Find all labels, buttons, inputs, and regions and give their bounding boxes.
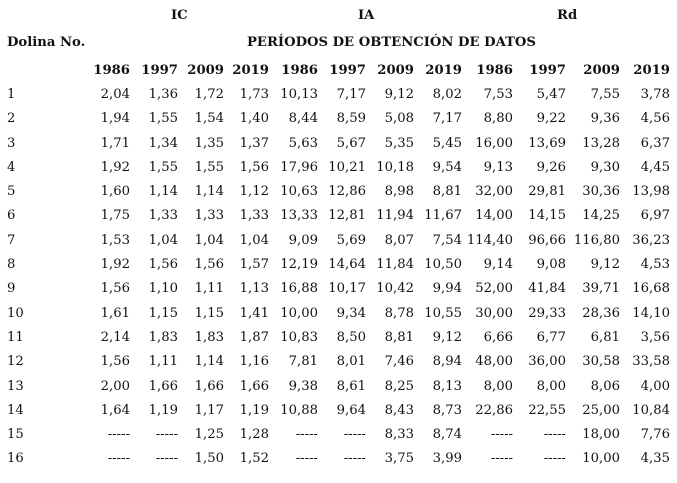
table-cell: 8,81	[432, 184, 462, 200]
group-header-ia: IA	[358, 8, 375, 23]
table-cell: 8,00	[536, 378, 566, 394]
dolina-number: 4	[7, 159, 16, 175]
dolina-number: 13	[7, 378, 24, 394]
table-row	[0, 82, 670, 106]
year-header: 1986	[476, 62, 513, 78]
table-cell: 30,58	[582, 354, 620, 370]
table-row	[0, 374, 670, 398]
table-cell: 36,00	[528, 354, 566, 370]
table-cell: 1,25	[194, 427, 224, 443]
table-cell: 9,36	[590, 111, 620, 127]
year-header: 1986	[93, 62, 130, 78]
dolina-number: 10	[7, 305, 24, 321]
dolina-number: 15	[7, 427, 24, 443]
table-cell: 1,83	[194, 329, 224, 345]
table-cell: 1,56	[100, 281, 130, 297]
table-cell: 1,94	[100, 111, 130, 127]
table-cell: -----	[295, 427, 318, 443]
table-cell: 10,00	[582, 451, 620, 467]
table-cell: 1,40	[239, 111, 269, 127]
dolina-number: 9	[7, 281, 16, 297]
table-cell: 9,22	[536, 111, 566, 127]
table-cell: 48,00	[475, 354, 513, 370]
table-cell: 3,75	[384, 451, 414, 467]
table-cell: 8,02	[432, 86, 462, 102]
table-cell: 30,36	[582, 184, 620, 200]
table-cell: 1,11	[194, 281, 224, 297]
table-cell: 5,63	[288, 135, 318, 151]
table-cell: -----	[107, 427, 130, 443]
table-cell: 9,12	[590, 257, 620, 273]
table-cell: 1,66	[148, 378, 178, 394]
table-cell: 1,60	[100, 184, 130, 200]
table-cell: 30,00	[475, 305, 513, 321]
table-cell: 10,00	[280, 305, 318, 321]
table-cell: 4,56	[640, 111, 670, 127]
table-cell: 1,55	[194, 159, 224, 175]
table-cell: 9,64	[336, 402, 366, 418]
table-cell: 5,67	[336, 135, 366, 151]
year-header: 2019	[232, 62, 269, 78]
table-cell: 9,13	[483, 159, 513, 175]
table-cell: -----	[155, 427, 178, 443]
table-row	[0, 252, 670, 276]
table-cell: 1,15	[194, 305, 224, 321]
dolina-number: 8	[7, 257, 16, 273]
table-cell: 1,55	[148, 159, 178, 175]
table-cell: 9,94	[432, 281, 462, 297]
table-cell: 9,26	[536, 159, 566, 175]
dolina-number: 16	[7, 451, 24, 467]
table-cell: 1,16	[239, 354, 269, 370]
table-cell: 8,80	[483, 111, 513, 127]
table-cell: 29,81	[528, 184, 566, 200]
table-cell: 28,36	[582, 305, 620, 321]
table-cell: 36,23	[632, 232, 670, 248]
table-cell: 1,36	[148, 86, 178, 102]
table-cell: 9,14	[483, 257, 513, 273]
table-cell: 7,53	[483, 86, 513, 102]
table-cell: 8,73	[432, 402, 462, 418]
table-cell: 1,66	[239, 378, 269, 394]
table-cell: 12,86	[328, 184, 366, 200]
year-header: 2019	[425, 62, 462, 78]
table-cell: 41,84	[528, 281, 566, 297]
table-cell: 1,37	[239, 135, 269, 151]
table-cell: 13,69	[528, 135, 566, 151]
table-cell: 1,55	[148, 111, 178, 127]
table-cell: 52,00	[475, 281, 513, 297]
table-cell: 8,98	[384, 184, 414, 200]
table-cell: 1,13	[239, 281, 269, 297]
year-header-row	[0, 58, 670, 82]
table-cell: 1,75	[100, 208, 130, 224]
table-cell: 18,00	[582, 427, 620, 443]
table-cell: 10,84	[632, 402, 670, 418]
table-cell: 1,04	[148, 232, 178, 248]
year-header: 1997	[329, 62, 366, 78]
table-cell: 8,78	[384, 305, 414, 321]
table-cell: 8,81	[384, 329, 414, 345]
table-cell: 1,41	[239, 305, 269, 321]
dolina-number: 12	[7, 354, 24, 370]
table-cell: 1,92	[100, 159, 130, 175]
table-cell: 8,50	[336, 329, 366, 345]
table-cell: 7,76	[640, 427, 670, 443]
table-cell: -----	[543, 451, 566, 467]
table-cell: 6,37	[640, 135, 670, 151]
table-cell: 4,45	[640, 159, 670, 175]
year-header: 1997	[529, 62, 566, 78]
table-cell: 11,67	[424, 208, 462, 224]
table-cell: 1,56	[100, 354, 130, 370]
table-cell: 96,66	[528, 232, 566, 248]
table-cell: 1,04	[194, 232, 224, 248]
table-cell: 1,87	[239, 329, 269, 345]
table-cell: 1,54	[194, 111, 224, 127]
table-cell: 8,13	[432, 378, 462, 394]
table-cell: 1,50	[194, 451, 224, 467]
table-cell: 22,86	[475, 402, 513, 418]
table-row	[0, 155, 670, 179]
table-cell: 11,94	[376, 208, 414, 224]
table-body	[0, 82, 670, 471]
table-cell: 16,68	[632, 281, 670, 297]
group-header-rd: Rd	[557, 8, 578, 23]
table-cell: -----	[155, 451, 178, 467]
table-cell: 7,54	[432, 232, 462, 248]
table-cell: 5,08	[384, 111, 414, 127]
dolina-number: 2	[7, 111, 16, 127]
table-cell: 3,78	[640, 86, 670, 102]
table-cell: 114,40	[466, 232, 513, 248]
table-cell: 13,33	[280, 208, 318, 224]
table-cell: 7,46	[384, 354, 414, 370]
table-row	[0, 350, 670, 374]
year-header: 2009	[377, 62, 414, 78]
table-cell: -----	[490, 427, 513, 443]
table-cell: 29,33	[528, 305, 566, 321]
table-cell: -----	[107, 451, 130, 467]
table-cell: 14,15	[528, 208, 566, 224]
table-cell: 7,81	[288, 354, 318, 370]
table-row	[0, 447, 670, 471]
empty-corner-cell	[0, 58, 85, 82]
table-cell: 5,45	[432, 135, 462, 151]
table-cell: 10,50	[424, 257, 462, 273]
group-header-ic: IC	[171, 8, 188, 23]
table-cell: 10,17	[328, 281, 366, 297]
table-cell: 8,44	[288, 111, 318, 127]
table-cell: 9,09	[288, 232, 318, 248]
table-cell: 2,04	[100, 86, 130, 102]
table-cell: 1,56	[194, 257, 224, 273]
table-cell: 9,08	[536, 257, 566, 273]
table-cell: 10,18	[376, 159, 414, 175]
table-cell: 1,92	[100, 257, 130, 273]
table-cell: 7,17	[336, 86, 366, 102]
table-cell: 14,25	[582, 208, 620, 224]
table-cell: 8,01	[336, 354, 366, 370]
table-cell: 5,47	[536, 86, 566, 102]
table-row	[0, 228, 670, 252]
table-cell: 1,72	[194, 86, 224, 102]
table-cell: 1,71	[100, 135, 130, 151]
table-cell: 2,00	[100, 378, 130, 394]
year-header: 1997	[141, 62, 178, 78]
table-cell: 25,00	[582, 402, 620, 418]
table-row	[0, 398, 670, 422]
table-cell: 9,54	[432, 159, 462, 175]
table-cell: 1,14	[148, 184, 178, 200]
table-cell: 1,53	[100, 232, 130, 248]
table-row	[0, 107, 670, 131]
table-cell: 9,12	[384, 86, 414, 102]
table-cell: 9,12	[432, 329, 462, 345]
table-cell: 13,98	[632, 184, 670, 200]
dolina-number: 6	[7, 208, 16, 224]
table-cell: 12,81	[328, 208, 366, 224]
table-cell: 9,38	[288, 378, 318, 394]
table-cell: 33,58	[632, 354, 670, 370]
table-cell: 10,88	[280, 402, 318, 418]
table-cell: 1,15	[148, 305, 178, 321]
table-row	[0, 325, 670, 349]
table-cell: 14,10	[632, 305, 670, 321]
table-cell: 8,25	[384, 378, 414, 394]
table-cell: 1,10	[148, 281, 178, 297]
table-cell: 8,43	[384, 402, 414, 418]
year-header: 2019	[633, 62, 670, 78]
table-cell: 1,14	[194, 354, 224, 370]
table-cell: 10,83	[280, 329, 318, 345]
table-cell: 7,55	[590, 86, 620, 102]
table-cell: -----	[543, 427, 566, 443]
year-header: 2009	[187, 62, 224, 78]
dolina-number: 7	[7, 232, 16, 248]
table-cell: 4,35	[640, 451, 670, 467]
table-cell: 1,14	[194, 184, 224, 200]
table-row	[0, 204, 670, 228]
table-cell: 10,21	[328, 159, 366, 175]
table-cell: 1,33	[194, 208, 224, 224]
table-cell: 1,04	[239, 232, 269, 248]
table-cell: 8,94	[432, 354, 462, 370]
table-cell: 9,30	[590, 159, 620, 175]
table-cell: 8,74	[432, 427, 462, 443]
table-row	[0, 179, 670, 203]
table-cell: 1,17	[194, 402, 224, 418]
table-cell: -----	[343, 427, 366, 443]
table-cell: 1,12	[239, 184, 269, 200]
table-row	[0, 301, 670, 325]
table-cell: 6,97	[640, 208, 670, 224]
dolina-number: 5	[7, 184, 16, 200]
table-cell: 3,99	[432, 451, 462, 467]
dolina-number: 14	[7, 402, 24, 418]
table-cell: 4,00	[640, 378, 670, 394]
table-cell: 10,55	[424, 305, 462, 321]
table-cell: 17,96	[280, 159, 318, 175]
table-cell: 6,66	[483, 329, 513, 345]
table-row	[0, 131, 670, 155]
table-cell: 5,35	[384, 135, 414, 151]
table-cell: 1,11	[148, 354, 178, 370]
dolina-number: 1	[7, 86, 16, 102]
table-cell: 11,84	[376, 257, 414, 273]
table-cell: 1,19	[239, 402, 269, 418]
table-cell: 13,28	[582, 135, 620, 151]
table-cell: 8,00	[483, 378, 513, 394]
table-cell: 16,88	[280, 281, 318, 297]
periods-title: PERÍODOS DE OBTENCIÓN DE DATOS	[247, 35, 536, 50]
table-cell: 16,00	[475, 135, 513, 151]
table-cell: 9,34	[336, 305, 366, 321]
table-cell: 1,52	[239, 451, 269, 467]
table-cell: 1,57	[239, 257, 269, 273]
table-cell: -----	[343, 451, 366, 467]
table-cell: 10,13	[280, 86, 318, 102]
dolina-number: 3	[7, 135, 16, 151]
table-cell: 2,14	[100, 329, 130, 345]
table-cell: 8,06	[590, 378, 620, 394]
table-cell: 1,61	[100, 305, 130, 321]
table-cell: 12,19	[280, 257, 318, 273]
table-cell: 1,56	[239, 159, 269, 175]
table-cell: 22,55	[528, 402, 566, 418]
table-cell: -----	[295, 451, 318, 467]
data-table	[0, 58, 670, 471]
table-cell: 1,56	[148, 257, 178, 273]
table-cell: 1,34	[148, 135, 178, 151]
table-cell: 8,59	[336, 111, 366, 127]
table-cell: 8,33	[384, 427, 414, 443]
table-cell: 14,64	[328, 257, 366, 273]
table-cell: 8,61	[336, 378, 366, 394]
table-cell: 8,07	[384, 232, 414, 248]
table-cell: 6,81	[590, 329, 620, 345]
table-cell: 32,00	[475, 184, 513, 200]
table-cell: 1,66	[194, 378, 224, 394]
table-cell: 1,64	[100, 402, 130, 418]
table-row	[0, 277, 670, 301]
year-header: 1986	[281, 62, 318, 78]
table-cell: 5,69	[336, 232, 366, 248]
row-header-label: Dolina No.	[7, 35, 86, 50]
table-cell: 7,17	[432, 111, 462, 127]
table-cell: 10,63	[280, 184, 318, 200]
year-header: 2009	[583, 62, 620, 78]
table-cell: 6,77	[536, 329, 566, 345]
table-cell: 1,33	[148, 208, 178, 224]
table-cell: 1,73	[239, 86, 269, 102]
table-cell: 3,56	[640, 329, 670, 345]
table-cell: 1,19	[148, 402, 178, 418]
table-cell: 1,33	[239, 208, 269, 224]
table-row	[0, 422, 670, 446]
table-cell: 116,80	[573, 232, 620, 248]
table-cell: 1,28	[239, 427, 269, 443]
table-cell: -----	[490, 451, 513, 467]
table-cell: 39,71	[582, 281, 620, 297]
table-cell: 14,00	[475, 208, 513, 224]
table-cell: 1,35	[194, 135, 224, 151]
table-cell: 1,83	[148, 329, 178, 345]
table-cell: 4,53	[640, 257, 670, 273]
table-cell: 10,42	[376, 281, 414, 297]
dolina-number: 11	[7, 329, 24, 345]
